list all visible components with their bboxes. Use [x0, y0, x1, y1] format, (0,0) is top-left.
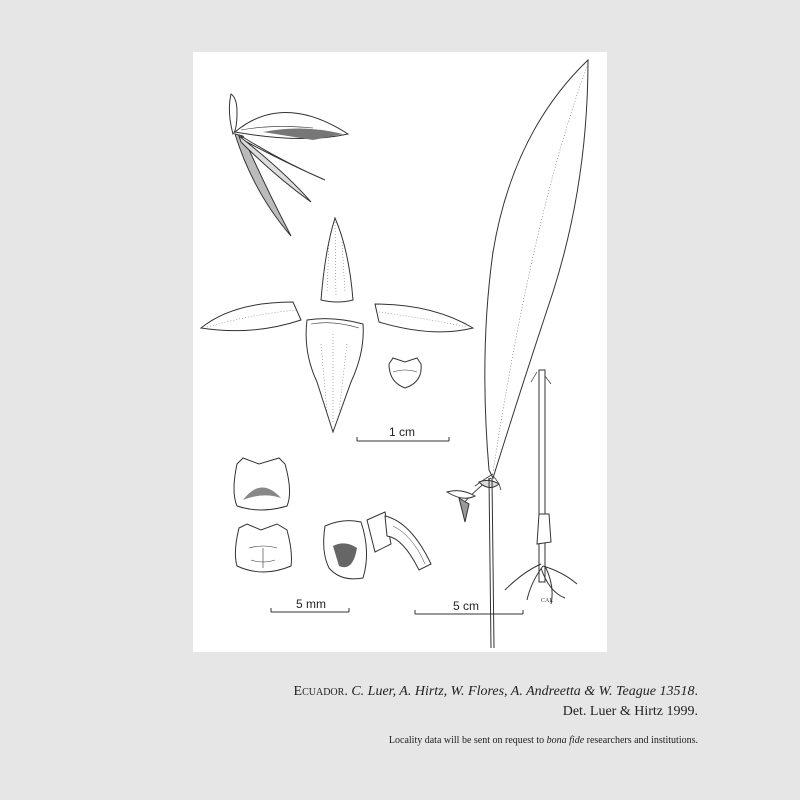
lip-enlarged-top	[234, 458, 290, 510]
locality-note-post: researchers and institutions.	[586, 735, 698, 746]
column-ovary	[324, 512, 431, 579]
scale-label-5cm: 5 cm	[453, 599, 480, 613]
locality-note	[389, 735, 698, 746]
dorsal-sepal	[321, 218, 353, 302]
locality-note-pre: Locality data will be sent on request to	[388, 735, 545, 746]
right-petal	[375, 304, 473, 332]
country-label: Ecuador	[293, 684, 345, 699]
artist-mark: CAL	[541, 598, 553, 604]
orchid-illustration	[193, 52, 607, 652]
scale-label-1cm: 1 cm	[389, 425, 416, 439]
lip-small	[389, 358, 421, 388]
flower-side-view	[229, 94, 348, 236]
stem	[489, 478, 491, 648]
collectors-label: C. Luer, A. Hirtz, W. Flores, A. Andreetta & W. Teague 13518	[351, 684, 695, 699]
leaf	[485, 60, 588, 478]
botanical-plate	[193, 52, 607, 652]
synsepal	[306, 319, 363, 432]
lip-enlarged-bottom	[235, 524, 291, 572]
collection-caption: Ecuador. C. Luer, A. Hirtz, W. Flores, A. Andreetta & W. Teague 13518.	[293, 684, 698, 699]
locality-note-italic: bona fide	[546, 735, 585, 746]
scale-label-5mm: 5 mm	[296, 597, 326, 611]
determination-label: Det. Luer & Hirtz 1999.	[562, 704, 698, 719]
